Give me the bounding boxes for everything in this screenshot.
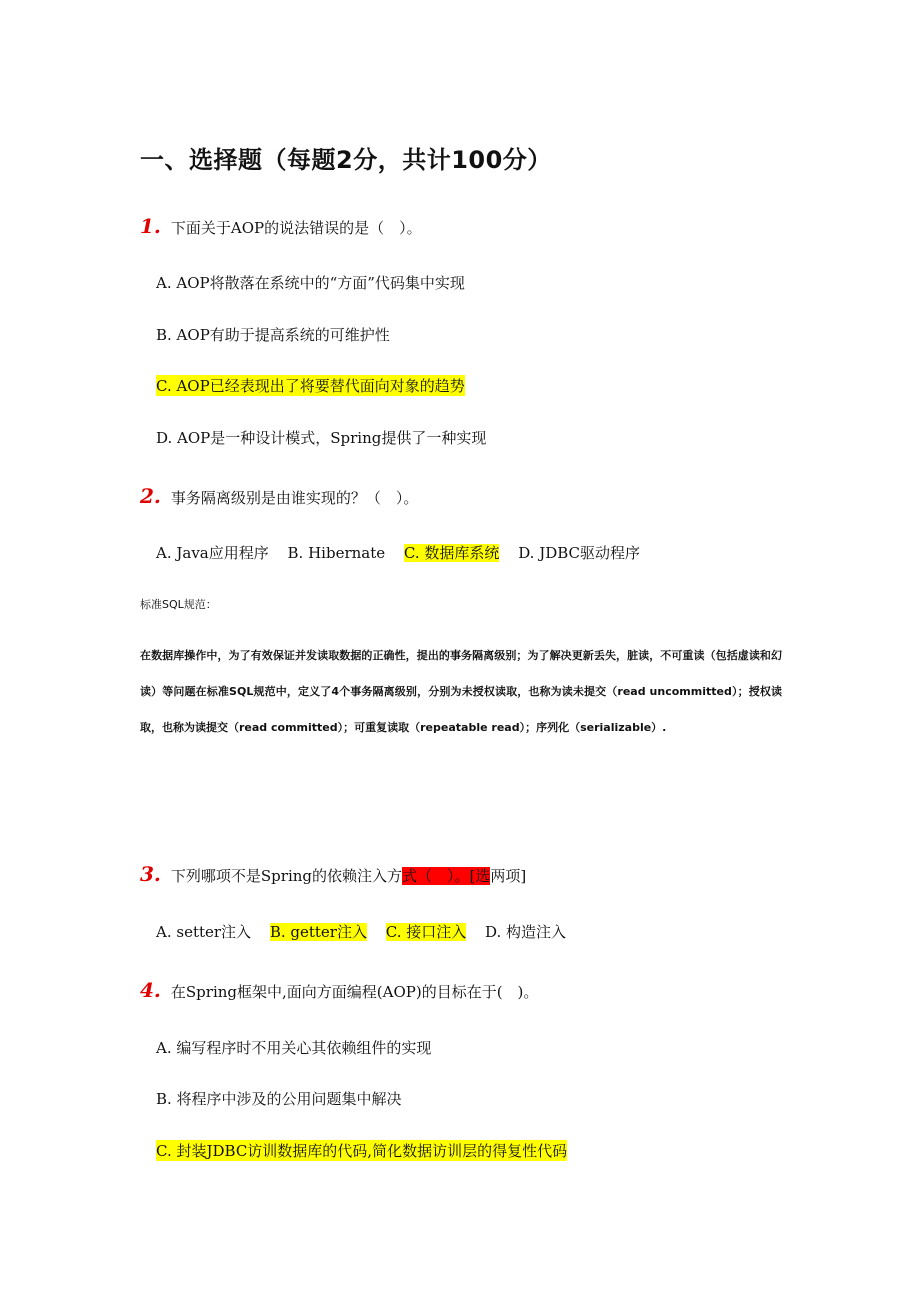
option-2c: C. 数据库系统	[403, 544, 500, 562]
option-3a: A. setter注入	[156, 923, 252, 941]
question-4	[140, 978, 538, 1002]
question-number: 4.	[140, 978, 161, 1002]
question-number: 3.	[140, 862, 161, 886]
option-2b: B. Hibernate	[287, 544, 386, 562]
option-3c: C. 接口注入	[385, 923, 467, 941]
note-body: 在数据库操作中，为了有效保证并发读取数据的正确性，提出的事务隔离级别；为了解决更新丢失，脏读，不可重读（包括虚读和幻读）等问题在标准SQL规范中，定义了4个事务隔离级别，分别为未授权读取，也称为读未提交（read uncommitted）；授权读取，也称为读提交（read committed）；可重复读取（repeatable read）；序列化（serializable）.	[140, 649, 782, 734]
question-text: 事务隔离级别是由谁实现的？（ ）。	[170, 489, 419, 507]
question-number: 2.	[140, 484, 161, 508]
option-1a: A. AOP将散落在系统中的“方面”代码集中实现	[156, 274, 465, 292]
question-text: 在Spring框架中,面向方面编程(AOP)的目标在于( )。	[170, 983, 539, 1001]
question-text-suffix: 两项]	[490, 867, 527, 885]
option-1b: B. AOP有助于提高系统的可维护性	[156, 326, 390, 344]
question-number: 1.	[140, 214, 161, 238]
question-1	[140, 214, 422, 238]
question-3	[140, 862, 526, 886]
option-1c: C. AOP已经表现出了将要替代面向对象的趋势	[156, 377, 465, 395]
section-title: 一、选择题（每题2分，共计100分）	[140, 146, 552, 174]
question-text-red-highlight: 式（ ）。[选	[402, 867, 491, 885]
option-1d: D. AOP是一种设计模式，Spring提供了一种实现	[156, 429, 487, 447]
option-4b: B. 将程序中涉及的公用问题集中解决	[156, 1090, 402, 1108]
option-4c: C. 封装JDBC访训数据库的代码,简化数据访训层的得复性代码	[156, 1142, 568, 1160]
option-3b: B. getter注入	[269, 923, 367, 941]
options-row-2	[156, 542, 640, 563]
note-title: 标准SQL规范：	[140, 598, 217, 611]
option-4a: A. 编写程序时不用关心其依赖组件的实现	[156, 1039, 432, 1057]
question-text: 下面关于AOP的说法错误的是（ ）。	[170, 219, 422, 237]
options-row-3	[156, 921, 566, 942]
option-3d: D. 构造注入	[485, 923, 567, 941]
option-2d: D. JDBC驱动程序	[518, 544, 641, 562]
option-2a: A. Java应用程序	[156, 544, 269, 562]
question-2	[140, 484, 418, 508]
question-text-prefix: 下列哪项不是Spring的依赖注入方	[170, 867, 403, 885]
